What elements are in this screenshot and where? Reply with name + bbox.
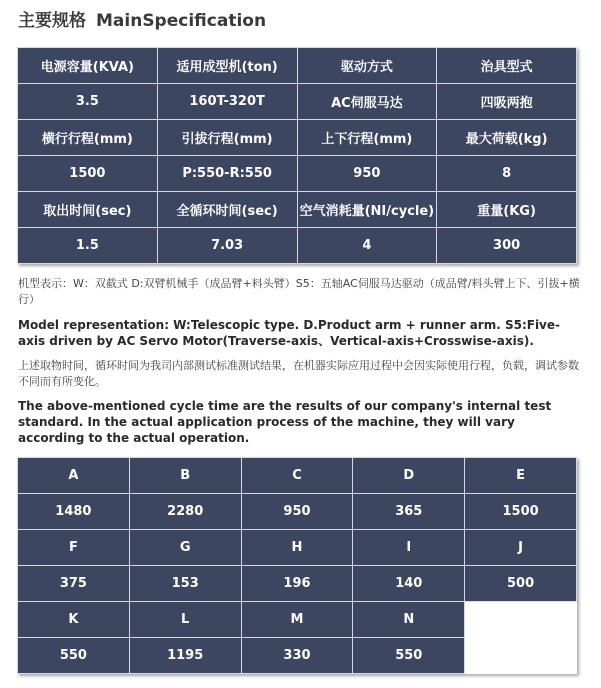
spec-cell: 8 [437,156,577,192]
dimension-cell: 2280 [129,494,241,530]
dimension-cell: 1500 [465,494,577,530]
spec-cell: AC伺服马达 [297,84,437,120]
spec-cell: 重量(KG) [437,192,577,228]
dimension-cell: K [18,602,130,638]
dimension-cell: J [465,530,577,566]
dimension-cell: I [353,530,465,566]
spec-cell: 横行行程(mm) [18,120,158,156]
dimension-cell: A [18,458,130,494]
spec-value-row [18,84,577,120]
dimension-cell: 500 [465,566,577,602]
dimension-cell: 196 [241,566,353,602]
dimension-cell: N [353,602,465,638]
spec-cell: 四吸两抱 [437,84,577,120]
dimension-value-row [18,638,577,674]
dimension-label-row [18,602,577,638]
dimension-value-row [18,566,577,602]
dimension-cell: 153 [129,566,241,602]
dimension-cell: 375 [18,566,130,602]
dimension-cell: H [241,530,353,566]
dimension-cell: C [241,458,353,494]
spec-header-row [18,48,577,84]
spec-cell: 1500 [18,156,158,192]
empty-cell [465,602,577,638]
dimension-cell: 1195 [129,638,241,674]
dimension-cell: 365 [353,494,465,530]
spec-cell: 治具型式 [437,48,577,84]
dimension-cell: 1480 [18,494,130,530]
spec-cell: 160T-320T [157,84,297,120]
dimension-cell: E [465,458,577,494]
dimension-cell: M [241,602,353,638]
spec-cell: 驱动方式 [297,48,437,84]
spec-cell: 适用成型机(ton) [157,48,297,84]
spec-cell: 最大荷载(kg) [437,120,577,156]
spec-cell: 1.5 [18,228,158,264]
dimension-value-row [18,494,577,530]
dimension-table [17,457,577,674]
dimension-cell: 550 [353,638,465,674]
heading-en: MainSpecification [96,11,267,31]
spec-header-row [18,120,577,156]
cycle-note-cn: 上述取物时间，循环时间为我司内部测试标准测试结果，在机器实际应用过程中会因实际使用行程，负载，调试参数不同而有所变化。 [18,359,579,388]
dimension-cell: 950 [241,494,353,530]
model-note-cn: 机型表示：W：双截式 D:双臂机械手（成品臂+料头臂）S5：五轴AC伺服马达驱动（成品臂/料头臂上下、引拔+横行） [18,277,580,306]
spec-cell: 3.5 [18,84,158,120]
spec-table [17,47,577,264]
spec-value-row [18,228,577,264]
spec-header-row [18,192,577,228]
dimension-cell: 330 [241,638,353,674]
spec-cell: 引拔行程(mm) [157,120,297,156]
dimension-cell: L [129,602,241,638]
spec-cell: P:550-R:550 [157,156,297,192]
dimension-label-row [18,530,577,566]
spec-cell: 4 [297,228,437,264]
spec-cell: 300 [437,228,577,264]
dimension-cell: 140 [353,566,465,602]
spec-value-row [18,156,577,192]
dimension-cell: 550 [18,638,130,674]
model-note-en: Model representation: W:Telescopic type. D.Product arm + runner arm. S5:Five-axis driven by AC Servo Motor(Traverse-axis、Vertical-axis+Crosswise-axis). [18,318,560,348]
cycle-note-en: The above-mentioned cycle time are the results of our company's internal test standard. In the actual application process of the machine, they will vary according to the actual operation. [18,399,552,445]
spec-cell: 7.03 [157,228,297,264]
dimension-cell: D [353,458,465,494]
spec-cell: 全循环时间(sec) [157,192,297,228]
dimension-label-row [18,458,577,494]
empty-cell [465,638,577,674]
heading-cn: 主要规格 [18,11,86,31]
spec-cell: 950 [297,156,437,192]
dimension-cell: F [18,530,130,566]
spec-cell: 取出时间(sec) [18,192,158,228]
section-heading [18,6,266,30]
dimension-cell: G [129,530,241,566]
spec-cell: 电源容量(KVA) [18,48,158,84]
spec-cell: 空气消耗量(NI/cycle) [297,192,437,228]
spec-cell: 上下行程(mm) [297,120,437,156]
dimension-cell: B [129,458,241,494]
